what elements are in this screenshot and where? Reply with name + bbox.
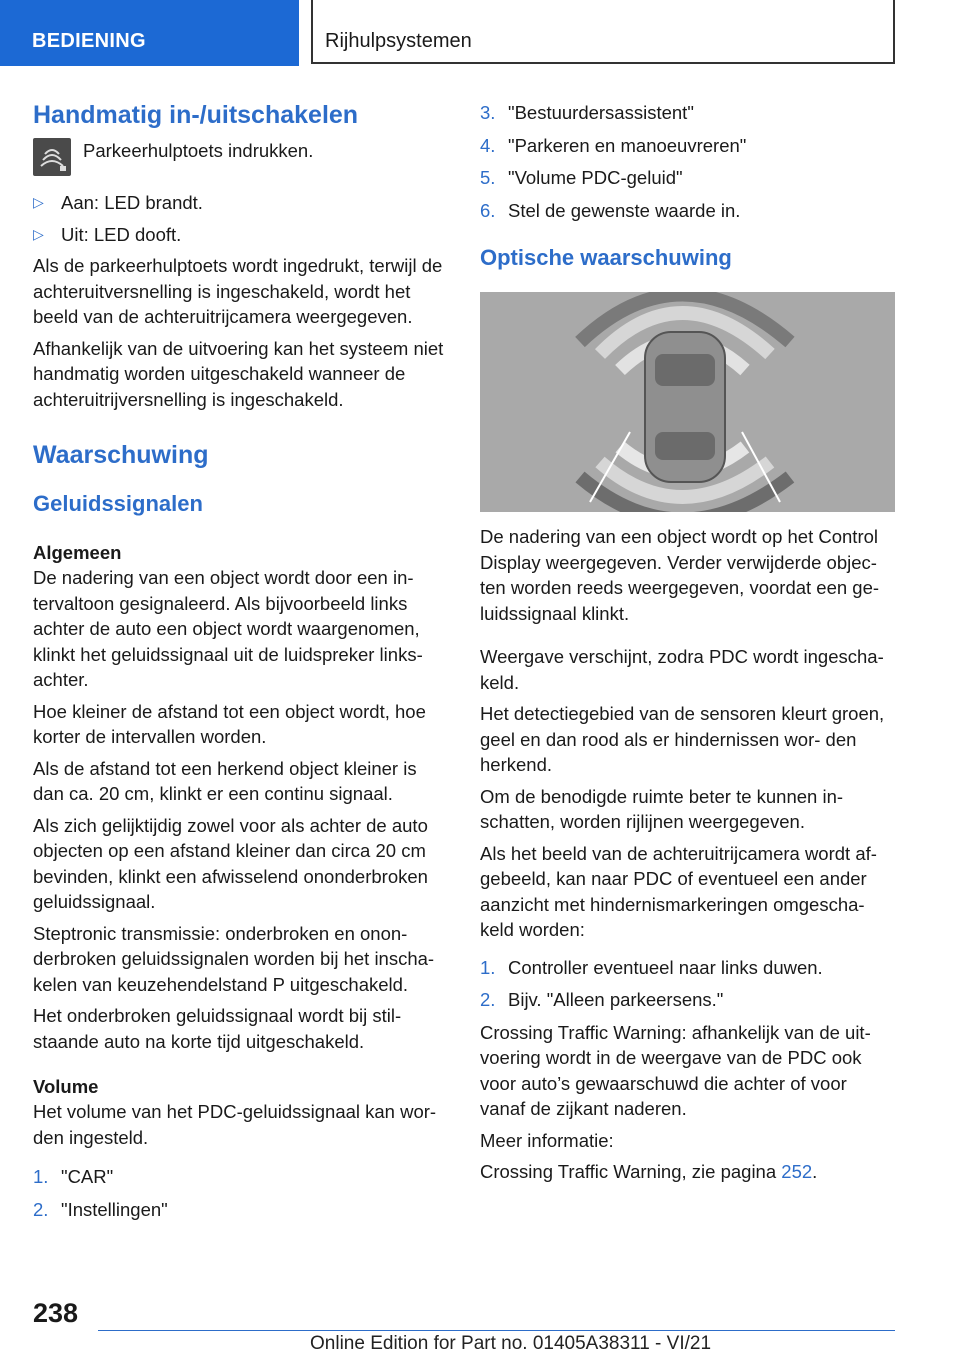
paragraph: Als de afstand tot een herkend object kleiner is dan ca. 20 cm, klinkt er een continu signaal.	[33, 757, 417, 804]
paragraph: Crossing Traffic Warning: afhankelijk van de uit- voering wordt in de weergave van de PDC ook voor auto’s gewaarschuwd die achter of voor vanaf de zijkant naderen.	[480, 1021, 871, 1119]
car-sensor-illustration-icon	[480, 292, 895, 512]
triangle-bullet-icon: ▷	[33, 194, 44, 210]
list-item: 5. "Volume PDC-geluid"	[480, 167, 683, 188]
paragraph: Meer informatie:	[480, 1129, 614, 1151]
triangle-bullet-icon: ▷	[33, 225, 44, 242]
heading-optische-waarschuwing: Optische waarschuwing	[480, 245, 732, 270]
heading-waarschuwing: Waarschuwing	[33, 441, 209, 469]
paragraph: Afhankelijk van de uitvoering kan het systeem niet handmatig worden uitgeschakeld wanneer de achteruitrijversnelling is ingeschakeld.	[33, 337, 444, 410]
paragraph: Hoe kleiner de afstand tot een object wordt, hoe korter de intervallen worden.	[33, 700, 426, 747]
list-item: 4. "Parkeren en manoeuvreren"	[480, 134, 747, 156]
header-section-tab	[0, 0, 299, 66]
icon-instruction-text: Parkeerhulptoets indrukken.	[83, 140, 314, 161]
paragraph: Het onderbroken geluidssignaal wordt bij stil- staande auto na korte tijd uitgeschakeld.	[33, 1005, 402, 1052]
right-column	[480, 100, 896, 1191]
paragraph: Om de benodigde ruimte beter te kunnen in- schatten, worden rijlijnen weergegeven.	[480, 785, 844, 832]
paragraph: Het detectiegebied van de sensoren kleurt groen, geel en dan rood als er hindernissen wor- den herkend.	[480, 703, 885, 775]
paragraph: Als het beeld van de achteruitrijcamera wordt af- gebeeld, kan naar PDC of eventueel een ander aanzicht met hindernismarkeringen omgescha- keld worden:	[480, 842, 877, 940]
paragraph: Als zich gelijktijdig zowel voor als achter de auto objecten op een afstand kleiner dan circa 20 cm bevinden, klinkt een afwisselend ononderbroken geluidssignaal.	[33, 814, 428, 912]
heading-volume: Volume	[33, 1076, 99, 1097]
header-chapter-label: Rijhulpsystemen	[325, 30, 472, 52]
list-item: 1. "CAR"	[33, 1166, 114, 1187]
footer-divider	[98, 1330, 895, 1331]
paragraph: Weergave verschijnt, zodra PDC wordt ingescha- keld.	[480, 646, 884, 693]
header-chapter-box	[311, 0, 895, 64]
parking-assist-button-icon	[33, 138, 71, 176]
list-item: 2. Bijv. "Alleen parkeersens."	[480, 989, 724, 1010]
paragraph: Als de parkeerhulptoets wordt ingedrukt, terwijl de achteruitversnelling is ingeschakeld, wordt het beeld van de achteruitrijcamera weergegeven.	[33, 255, 443, 327]
heading-geluidssignalen: Geluidssignalen	[33, 491, 203, 516]
bullet-item: ▷ Uit: LED dooft.	[33, 222, 449, 248]
heading-handmatig: Handmatig in-/uitschakelen	[33, 101, 359, 129]
icon-instruction	[33, 138, 449, 176]
paragraph: De nadering van een object wordt door een in- tervaltoon gesignaleerd. Als bijvoorbeeld links achter de auto een object wordt waargenomen, klinkt het geluidssignaal uit de luidspreker links- achter.	[33, 567, 423, 690]
heading-algemeen: Algemeen	[33, 542, 122, 563]
pdc-display-illustration	[480, 292, 895, 512]
page-link[interactable]: 252	[781, 1161, 813, 1182]
left-column	[33, 100, 449, 1229]
list-item: 6. Stel de gewenste waarde in.	[480, 199, 741, 221]
cross-reference: Crossing Traffic Warning, zie pagina 252.	[480, 1161, 818, 1182]
page-number: 238	[33, 1298, 79, 1328]
list-item: 3. "Bestuurdersassistent"	[480, 102, 694, 123]
paragraph: Steptronic transmissie: onderbroken en onon- derbroken geluidssignalen worden bij het inscha- kelen van keuzehendelstand P uitgeschakeld.	[33, 922, 435, 995]
paragraph: Het volume van het PDC-geluidssignaal kan wor- den ingesteld.	[33, 1101, 437, 1148]
list-item: 2. "Instellingen"	[33, 1198, 168, 1220]
list-item: 1. Controller eventueel naar links duwen.	[480, 956, 823, 978]
header-section-label: BEDIENING	[32, 30, 146, 52]
bullet-item: ▷ Aan: LED brandt.	[33, 190, 449, 216]
footer-edition: Online Edition for Part no. 01405A38311 - VI/21	[310, 1333, 712, 1354]
paragraph: De nadering van een object wordt op het Control Display weergegeven. Verder verwijderde objec- ten worden reeds weergegeven, voordat een ge- luidssignaal klinkt.	[480, 526, 880, 624]
